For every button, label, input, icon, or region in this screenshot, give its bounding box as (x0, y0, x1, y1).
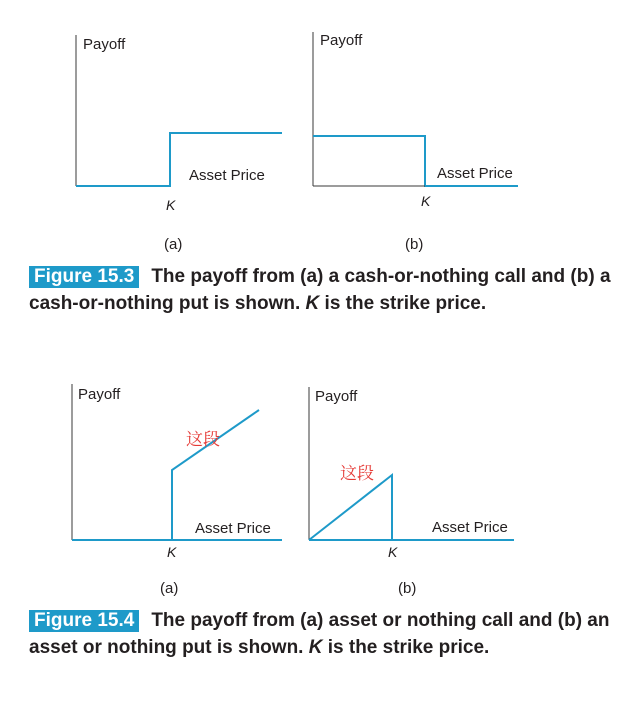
strike-label: K (421, 193, 431, 209)
caption-strike-symbol: K (308, 637, 323, 658)
panel-sublabel: (a) (164, 236, 183, 253)
fig-15-3-panel-a (76, 35, 282, 253)
x-axis-label: Asset Price (432, 519, 508, 536)
caption-text: The payoff from (a) asset or nothing call and (b) an asset or nothing put is shown. (29, 610, 610, 658)
strike-label: K (166, 197, 176, 213)
fig-15-4-panel-a (72, 384, 282, 597)
x-axis-label: Asset Price (437, 165, 513, 182)
panel-sublabel: (a) (160, 580, 179, 597)
strike-label: K (388, 544, 398, 560)
figure-15-3-caption (29, 263, 619, 317)
y-axis-label: Payoff (83, 36, 126, 53)
x-axis-label: Asset Price (195, 520, 271, 537)
figure-tag: Figure 15.3 (29, 266, 139, 288)
strike-label: K (167, 544, 177, 560)
panel-sublabel: (b) (405, 236, 424, 253)
y-axis-label: Payoff (320, 32, 363, 49)
x-axis-label: Asset Price (189, 167, 265, 184)
caption-text-end: is the strike price. (322, 637, 490, 658)
figure-15-4-caption (29, 607, 619, 661)
annotation-note: 这段 (186, 430, 220, 450)
caption-text-end: is the strike price. (319, 293, 487, 314)
y-axis-label: Payoff (315, 388, 358, 405)
fig-15-3-panel-b (313, 32, 518, 253)
y-axis-label: Payoff (78, 386, 121, 403)
caption-text: The payoff from (a) a cash-or-nothing call and (b) a cash-or-nothing put is shown. (29, 266, 611, 314)
caption-strike-symbol: K (305, 293, 320, 314)
panel-sublabel: (b) (398, 580, 417, 597)
fig-15-4-panel-b (309, 387, 514, 597)
annotation-note: 这段 (340, 464, 374, 484)
figure-tag: Figure 15.4 (29, 610, 139, 632)
